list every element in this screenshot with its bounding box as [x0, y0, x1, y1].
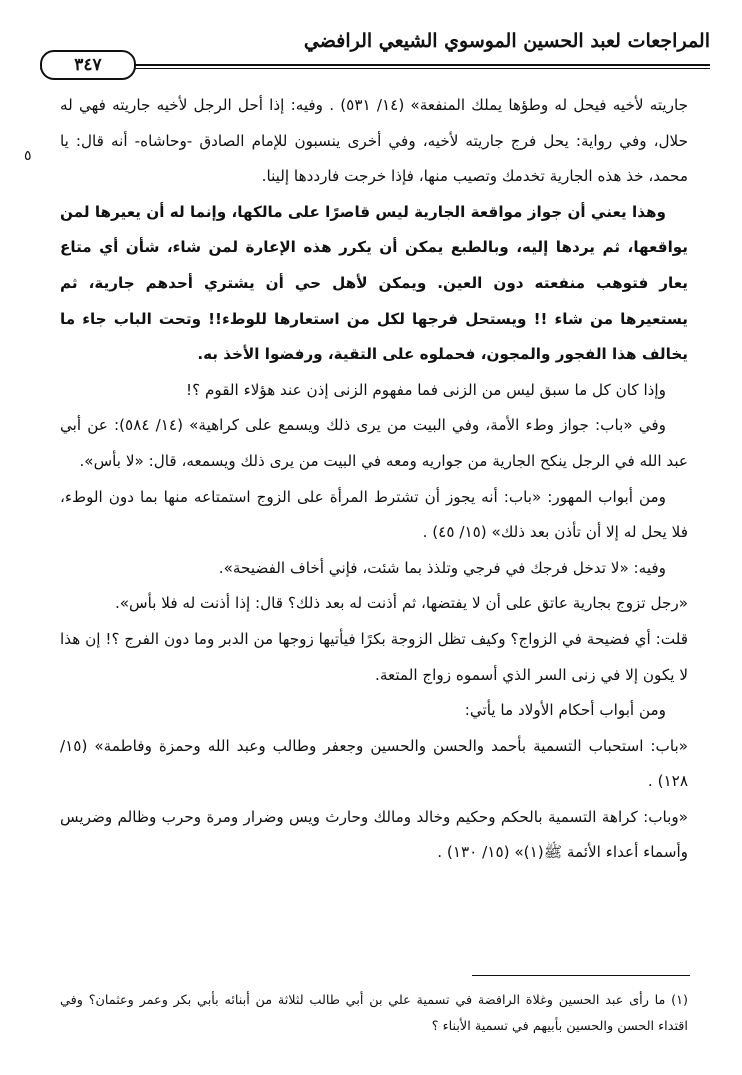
paragraph-5: ومن أبواب المهور: «باب: أنه يجوز أن تشترط المرأة على الزوج استمتاعه منها بما دون الوطء، فلا يحل له إلا أن تأذن بعد ذلك» (١٥/ ٤٥) .: [60, 487, 688, 542]
paragraph-4: وفي «باب: جواز وطء الأمة، وفي البيت من يرى ذلك ويسمع على كراهية» (١٤/ ٥٨٤): عن أبي عبد الله في الرجل ينكح الجارية من جواريه ومعه في البيت من يرى ذلك ويسمعه، قال: «لا بأس».: [60, 416, 688, 470]
page-header: [40, 22, 710, 82]
paragraph-11: «وباب: كراهة التسمية بالحكم وحكيم وخالد ومالك وحارث ويس وضرار ومرة وحرب وظالم وضريس وأسماء أعداء الأئمة ﷺ(١)» (١٥/ ١٣٠) .: [60, 807, 688, 862]
footnote: (١) ما رأى عبد الحسين وغلاة الرافضة في تسمية علي بن أبي طالب لثلاثة من أبنائه بأبي بكر وعمر وعثمان؟ وفي اقتداء الحسن والحسين بأبيهم في تسمية الأبناء ؟: [60, 993, 688, 1034]
footnote-rule: [472, 975, 690, 976]
paragraph-9: ومن أبواب أحكام الأولاد ما يأتي:: [464, 701, 666, 720]
header-rule: [40, 64, 710, 69]
paragraph-6: وفيه: «لا تدخل فرجك في فرجي وتلذذ بما شئت، فإني أخاف الفضيحة».: [218, 558, 666, 577]
paragraph-8: قلت: أي فضيحة في الزواج؟ وكيف تظل الزوجة بكرًا فيأتيها زوجها من الدبر وما دون الفرج ؟! إن هذا لا يكون إلا في زنى السر الذي أسموه زواج المتعة.: [60, 629, 688, 684]
paragraph-2: وهذا يعني أن جواز مواقعة الجارية ليس قاصرًا على مالكها، وإنما له أن يعيرها لمن يواقعها، ثم يردها إليه، وبالطبع يمكن أن يكرر هذه الإعارة لمن شاء، شأن أي متاع يعار فتوهب منفعته دون العين. ويمكن لأهل حي أن يشتري أحدهم جارية، ثم يستعيرها من شاء !! ويستحل فرجها لكل من استعارها للوطء!! وتحت الباب جاء ما يخالف هذا الفجور والمجون، فحملوه على التقية، ورفضوا الأخذ به.: [60, 202, 688, 364]
paragraph-3: وإذا كان كل ما سبق ليس من الزنى فما مفهوم الزنى إذن عند هؤلاء القوم ؟!: [185, 380, 666, 399]
paragraph-7: «رجل تزوج بجارية عاتق على أن لا يفتضها، ثم أذنت له بعد ذلك؟ قال: إذا أذنت له فلا بأس».: [114, 594, 688, 613]
running-title: المراجعات لعبد الحسين الموسوي الشيعي الرافضي: [303, 30, 710, 52]
margin-line-marker: ٥: [24, 148, 32, 164]
paragraph-1: جاريته لأخيه فيحل له وطؤها يملك المنفعة» (١٤/ ٥٣١) . وفيه: إذا أحل الرجل لأخيه جاريته فهي له حلال، وفي رواية: يحل فرج جاريته لأخيه، وفي أخرى ينسبون للإمام الصادق -وحاشاه- أنه قال: يا محمد، خذ هذه الجارية تخدمك وتصيب منها، فإذا خرجت فارددها إلينا.: [60, 96, 689, 186]
paragraph-10: «باب: استحباب التسمية بأحمد والحسن والحسين وجعفر وطالب وعبد الله وحمزة وفاطمة» (١٥/ ١٢٨) .: [60, 736, 688, 791]
body-text: [60, 88, 688, 871]
page-number: ٣٤٧: [40, 50, 136, 80]
